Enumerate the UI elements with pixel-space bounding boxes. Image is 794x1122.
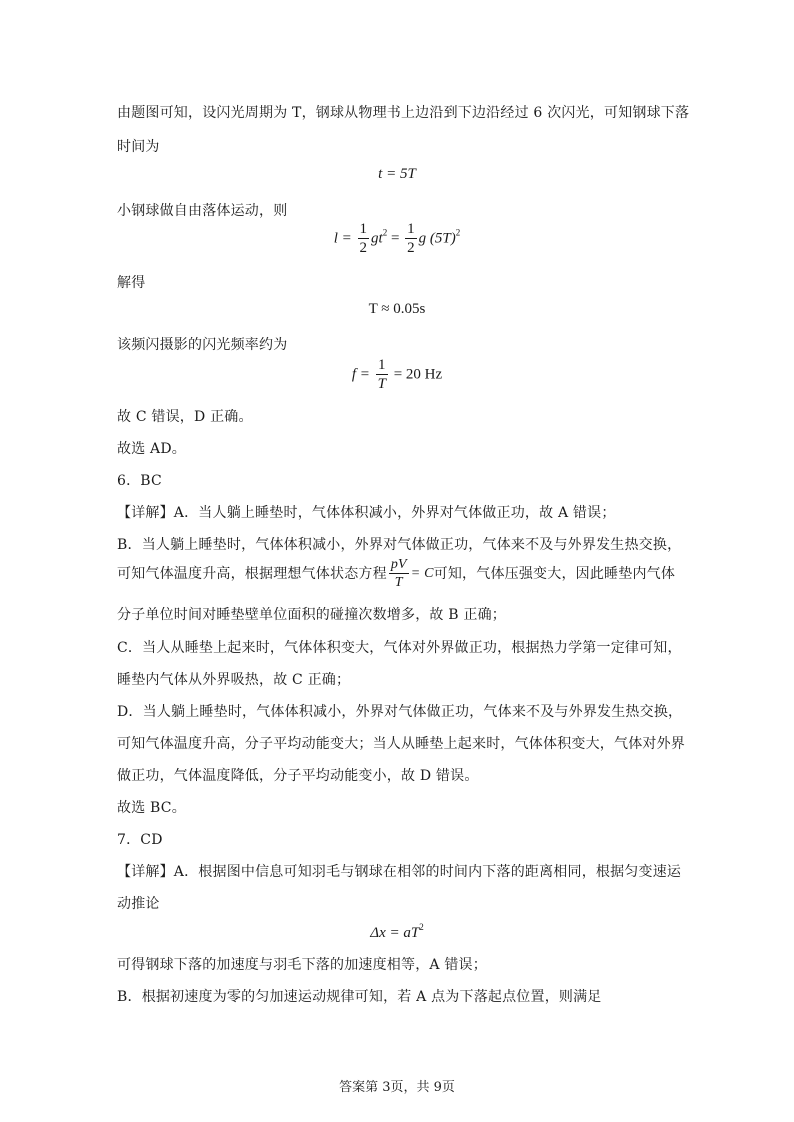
equation-frequency: f = $\frac{1}{T}$ = 20 Hz: [351, 357, 443, 392]
equation-period: T ≈ 0.05s: [368, 301, 426, 317]
text-line: B．当人躺上睡垫时，气体体积减小，外界对气体做正功，气体来不及与外界发生热交换，: [117, 537, 682, 553]
text-line: 故 C 错误，D 正确。: [117, 409, 253, 425]
text-line: 时间为: [117, 139, 160, 155]
text-line: 由题图可知，设闪光周期为 T，钢球从物理书上边沿到下边沿经过 6 次闪光，可知钢球下落: [117, 105, 690, 121]
text-line: 小钢球做自由落体运动，则: [117, 203, 288, 219]
text-line: 可知气体温度升高，分子平均动能变大；当人从睡垫上起来时，气体体积变大，气体对外界: [117, 736, 685, 752]
text-line: 【详解】A．当人躺上睡垫时，气体体积减小，外界对气体做正功，故 A 错误；: [117, 505, 616, 521]
page-footer: 答案第 3页，共 9页: [339, 1080, 455, 1095]
equation-free-fall: l = $\frac{1}{2}$ $gt^2$ = $\frac{1}{2}$ g $(5T)^2$: [333, 221, 461, 256]
text-line: 故选 BC。: [117, 800, 186, 816]
question-number: 6．BC: [117, 473, 162, 489]
text-line: 【详解】A．根据图中信息可知羽毛与钢球在相邻的时间内下落的距离相同，根据匀变速运: [117, 864, 682, 880]
fraction-one-over-t: $\frac{1}{T}$: [377, 357, 386, 392]
text-line: 解得: [117, 275, 146, 291]
fraction-half: $\frac{1}{2}$: [359, 221, 368, 256]
question-number: 7．CD: [117, 832, 163, 848]
equation-delta-x: $\Delta x = aT^2$: [370, 922, 424, 941]
text-line: C．当人从睡垫上起来时，气体体积变大，气体对外界做正功，根据热力学第一定律可知，: [117, 640, 682, 656]
text-line: 故选 AD。: [117, 441, 186, 457]
equation-t-5t: t = 5T: [378, 166, 416, 182]
text-line: B．根据初速度为零的匀加速运动规律可知，若 A 点为下落起点位置，则满足: [117, 989, 602, 1005]
fraction-half: $\frac{1}{2}$: [407, 221, 415, 256]
text-line: 分子单位时间对睡垫壁单位面积的碰撞次数增多，故 B 正确；: [117, 607, 506, 623]
text-line: 可得钢球下落的加速度与羽毛下落的加速度相等，A 错误；: [117, 957, 487, 973]
text-line: D．当人躺上睡垫时，气体体积减小，外界对气体做正功，气体来不及与外界发生热交换，: [117, 704, 683, 720]
text-line: 动推论: [117, 896, 160, 912]
text-line-with-formula: 可知气体温度升高，根据理想气体状态方程 $\frac{pV}{T}$ = C可知，气体压强变大，因此睡垫内气体: [117, 557, 676, 590]
text-line: 该频闪摄影的闪光频率约为: [117, 337, 288, 353]
ideal-gas-formula: $\frac{pV}{T}$ = C: [390, 557, 434, 590]
text-line: 做正功，气体温度降低，分子平均动能变小，故 D 错误。: [117, 768, 479, 784]
text-line: 睡垫内气体从外界吸热，故 C 正确；: [117, 672, 351, 688]
